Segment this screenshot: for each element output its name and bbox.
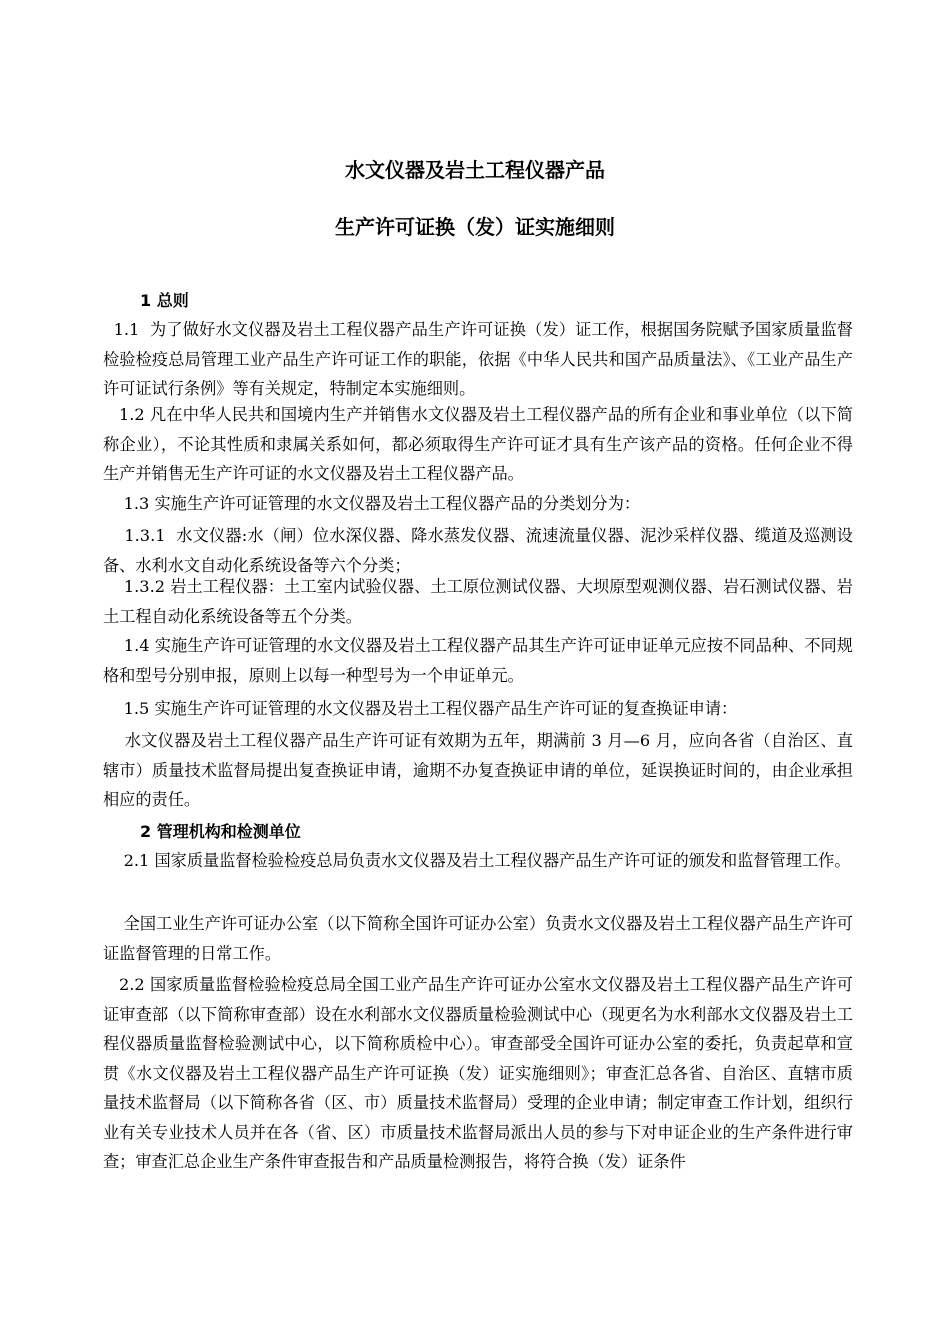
paragraph-2-1-office: 全国工业生产许可证办公室（以下简称全国许可证办公室）负责水文仪器及岩土工程仪器产品生产许可证监督管理的日常工作。 (103, 914, 853, 963)
paragraph-1-3-2: 1.3.2 岩土工程仪器：土工室内试验仪器、土工原位测试仪器、大坝原型观测仪器、岩石测试仪器、岩土工程自动化系统设备等五个分类。 (103, 577, 853, 626)
paragraph-2-2: 2.2 国家质量监督检验检疫总局全国工业产品生产许可证办公室水文仪器及岩土工程仪器产品生产许可证审查部（以下简称审查部）设在水利部水文仪器质量检验测试中心（现更名为水利部水文仪器及岩土工程仪器质量监督检验测试中心，以下简称质检中心）。审查部受全国许可证办公室的委托，负责起草和宣贯《水文仪器及岩土工程仪器产品生产许可证换（发）证实施细则》；审查汇总各省、自治区、直辖市质量技术监督局（以下简称各省（区、市）质量技术监督局）受理的企业申请；制定审查工作计划，组织行业有关专业技术人员并在各（省、区）市质量技术监督局派出人员的参与下对申证企业的生产条件进行审查；审查汇总企业生产条件审查报告和产品质量检测报告，将符合换（发）证条件 (103, 975, 853, 1171)
section-heading-general: 1 总则 (140, 291, 189, 310)
section-heading-management: 2 管理机构和检测单位 (140, 822, 301, 841)
paragraph-1-3: 1.3 实施生产许可证管理的水文仪器及岩土工程仪器产品的分类划分为： (103, 494, 641, 513)
paragraph-1-5: 1.5 实施生产许可证管理的水文仪器及岩土工程仪器产品生产许可证的复查换证申请： (103, 699, 738, 718)
document-title-line2: 生产许可证换（发）证实施细则 (335, 215, 615, 239)
paragraph-2-1: 2.1 国家质量监督检验检疫总局负责水文仪器及岩土工程仪器产品生产许可证的颁发和监督管理工作。 (103, 851, 851, 870)
paragraph-1-4: 1.4 实施生产许可证管理的水文仪器及岩土工程仪器产品其生产许可证申证单元应按不同品种、不同规格和型号分别申报，原则上以每一种型号为一个申证单元。 (103, 636, 853, 685)
document-title-line1: 水文仪器及岩土工程仪器产品 (345, 158, 605, 182)
paragraph-1-3-1: 1.3.1 水文仪器:水（闸）位水深仪器、降水蒸发仪器、流速流量仪器、泥沙采样仪器、缆道及巡测设备、水利水文自动化系统设备等六个分类； (103, 526, 853, 575)
paragraph-1-2: 1.2 凡在中华人民共和国境内生产并销售水文仪器及岩土工程仪器产品的所有企业和事业单位（以下简称企业），不论其性质和隶属关系如何，都必须取得生产许可证才具有生产该产品的资格。任何企业不得生产并销售无生产许可证的水文仪器及岩土工程仪器产品。 (103, 405, 853, 483)
paragraph-1-1: 1.1 为了做好水文仪器及岩土工程仪器产品生产许可证换（发）证工作，根据国务院赋予国家质量监督检验检疫总局管理工业产品生产许可证工作的职能，依据《中华人民共和国产品质量法》、《工业产品生产许可证试行条例》等有关规定，特制定本实施细则。 (103, 320, 853, 398)
paragraph-1-5-body: 水文仪器及岩土工程仪器产品生产许可证有效期为五年，期满前 3 月—6 月，应向各省（自治区、直辖市）质量技术监督局提出复查换证申请，逾期不办复查换证申请的单位，延误换证时间的，由企业承担相应的责任。 (103, 731, 853, 809)
